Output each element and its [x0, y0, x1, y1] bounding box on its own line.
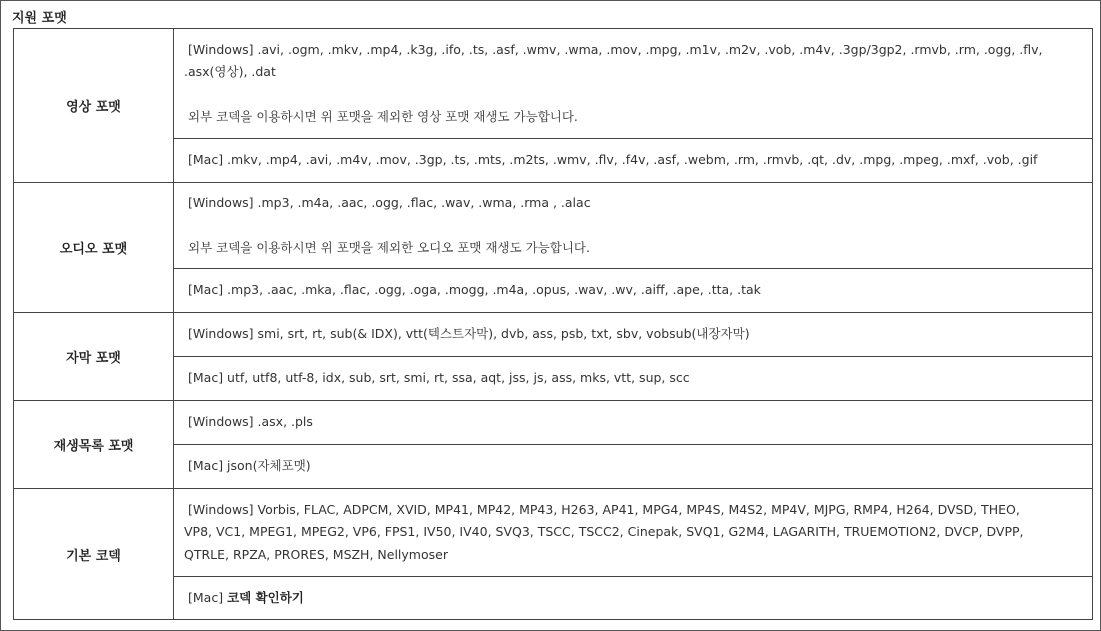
audio-mac-cell [174, 269, 1093, 313]
audio-windows-cell [174, 183, 1093, 269]
video-mac-cell [174, 139, 1093, 183]
table-row [14, 313, 1093, 357]
codec-windows-line: QTRLE, RPZA, PRORES, MSZH, Nellymoser [184, 546, 448, 562]
video-mac-line: [Mac] .mkv, .mp4, .avi, .m4v, .mov, .3gp, .ts, .mts, .m2ts, .wmv, .flv, .f4v, .asf, .webm, .rm, .rmvb, .qt, .dv, .mpg, .mpeg, .mxf, .vob, .gif [188, 152, 1038, 168]
subtitle-format-label: 자막 포맷 [14, 313, 174, 401]
audio-format-label: 오디오 포맷 [14, 183, 174, 313]
playlist-mac-line: [Mac] json(자체포맷) [188, 458, 311, 474]
table-row [14, 401, 1093, 445]
spacer [184, 84, 1092, 107]
codec-check-link[interactable]: 코덱 확인하기 [227, 589, 304, 605]
format-table [13, 28, 1093, 620]
video-windows-line: .asx(영상), .dat [184, 64, 276, 79]
table-row [14, 269, 1093, 313]
codec-mac-prefix: [Mac] [188, 589, 224, 605]
video-windows-note: 외부 코덱을 이용하시면 위 포맷을 제외한 영상 포맷 재생도 가능합니다. [188, 109, 578, 124]
table-row [14, 139, 1093, 183]
codec-label: 기본 코덱 [14, 489, 174, 620]
codec-windows-cell [174, 489, 1093, 577]
audio-windows-line: [Windows] .mp3, .m4a, .aac, .ogg, .flac, .wav, .wma, .rma , .alac [188, 194, 591, 210]
audio-windows-note: 외부 코덱을 이용하시면 위 포맷을 제외한 오디오 포맷 재생도 가능합니다. [188, 239, 590, 255]
table-row [14, 577, 1093, 620]
video-windows-cell [174, 29, 1093, 139]
table-row [14, 183, 1093, 269]
subtitle-windows-line: [Windows] smi, srt, rt, sub(& IDX), vtt(텍스트자막), dvb, ass, psb, txt, sbv, vobsub(내장자막) [188, 326, 750, 342]
codec-windows-line: [Windows] Vorbis, FLAC, ADPCM, XVID, MP41, MP42, MP43, H263, AP41, MPG4, MP4S, M4S2, MP4V, MJPG, RMP4, H264, DVSD, THEO, [188, 501, 1020, 517]
playlist-mac-cell [174, 445, 1093, 489]
table-row [14, 445, 1093, 489]
subtitle-mac-cell [174, 357, 1093, 401]
codec-windows-line: VP8, VC1, MPEG1, MPEG2, VP6, FPS1, IV50, IV40, SVQ3, TSCC, TSCC2, Cinepak, SVQ1, G2M4, LAGARITH, TRUEMOTION2, DVCP, DVPP, [184, 524, 1024, 540]
table-row [14, 29, 1093, 139]
audio-mac-line: [Mac] .mp3, .aac, .mka, .flac, .ogg, .oga, .mogg, .m4a, .opus, .wav, .wv, .aiff, .ape, .tta, .tak [188, 282, 761, 298]
codec-mac-line [184, 587, 1092, 610]
table-row [14, 357, 1093, 401]
playlist-format-label: 재생목록 포맷 [14, 401, 174, 489]
subtitle-windows-cell [174, 313, 1093, 357]
page-title: 지원 포맷 [12, 11, 67, 26]
playlist-windows-line: [Windows] .asx, .pls [188, 414, 313, 430]
playlist-windows-cell [174, 401, 1093, 445]
video-format-label: 영상 포맷 [14, 29, 174, 183]
codec-mac-cell [174, 577, 1093, 620]
subtitle-mac-line: [Mac] utf, utf8, utf-8, idx, sub, srt, smi, rt, ssa, aqt, jss, js, ass, mks, vtt, sup, scc [188, 370, 690, 386]
table-row [14, 489, 1093, 577]
video-windows-line: [Windows] .avi, .ogm, .mkv, .mp4, .k3g, .ifo, .ts, .asf, .wmv, .wma, .mov, .mpg, .m1v, .m2v, .vob, .m4v, .3gp/3gp2, .rmvb, .rm, .ogg, .flv, [188, 41, 1043, 57]
spacer [184, 214, 1092, 237]
